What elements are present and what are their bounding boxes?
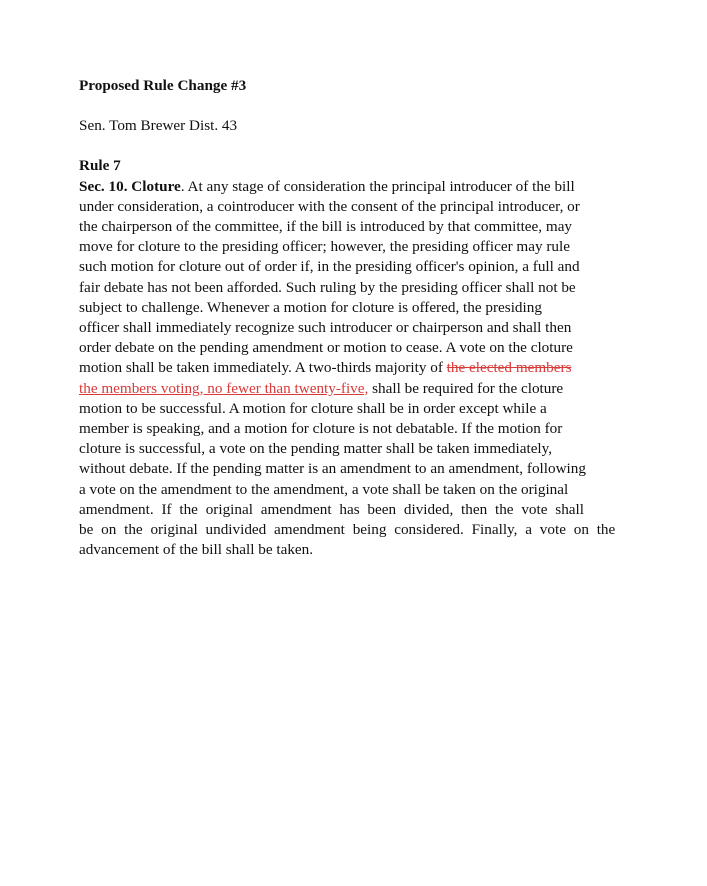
text-line-11-body: shall be required for the cloture: [368, 379, 564, 397]
text-line-2: under consideration, a cointroducer with the consent of the principal introducer, or: [79, 197, 580, 215]
text-line-15: without debate. If the pending matter is an amendment to an amendment, following: [79, 460, 586, 478]
text-line-5: such motion for cloture out of order if, in the presiding officer's opinion, a full and: [79, 258, 580, 276]
text-line-6: fair debate has not been afforded. Such ruling by the presiding officer shall not be: [79, 278, 576, 296]
sponsor-line: Sen. Tom Brewer Dist. 43: [79, 117, 238, 135]
document-title: Proposed Rule Change #3: [79, 77, 247, 94]
text-line-4: move for cloture to the presiding officer; however, the presiding officer may rule: [79, 238, 570, 256]
text-line-11: [79, 379, 639, 399]
text-line-19: advancement of the bill shall be taken.: [79, 541, 314, 559]
text-line-18: be on the original undivided amendment being considered. Finally, a vote on the: [79, 521, 616, 539]
text-line-10-body: motion shall be taken immediately. A two-thirds majority of: [79, 359, 447, 377]
struck-text: the elected members: [446, 359, 572, 377]
rule-heading: Rule 7: [79, 157, 121, 175]
text-line-12: motion to be successful. A motion for cloture shall be in order except while a: [79, 399, 547, 417]
text-line-13: member is speaking, and a motion for cloture is not debatable. If the motion for: [79, 420, 563, 438]
text-line-3: the chairperson of the committee, if the bill is introduced by that committee, may: [79, 218, 573, 236]
text-line-14: cloture is successful, a vote on the pending matter shall be taken immediately,: [79, 440, 553, 458]
text-line-1: [79, 177, 639, 197]
inserted-text: the members voting, no fewer than twenty-five,: [79, 379, 369, 397]
text-line-7: subject to challenge. Whenever a motion for cloture is offered, the presiding: [79, 298, 542, 316]
text-line-8: officer shall immediately recognize such introducer or chairperson and shall then: [79, 319, 572, 337]
text-line-10: [79, 358, 639, 378]
section-paragraph: [79, 177, 639, 561]
section-label: Sec. 10. Cloture: [79, 177, 181, 195]
text-line-9: order debate on the pending amendment or motion to cease. A vote on the cloture: [79, 339, 573, 357]
text-line-1-body: . At any stage of consideration the principal introducer of the bill: [180, 177, 575, 195]
text-line-17: amendment. If the original amendment has been divided, then the vote shall: [79, 500, 584, 518]
document-body: [79, 76, 639, 560]
text-line-16: a vote on the amendment to the amendment, a vote shall be taken on the original: [79, 480, 569, 498]
